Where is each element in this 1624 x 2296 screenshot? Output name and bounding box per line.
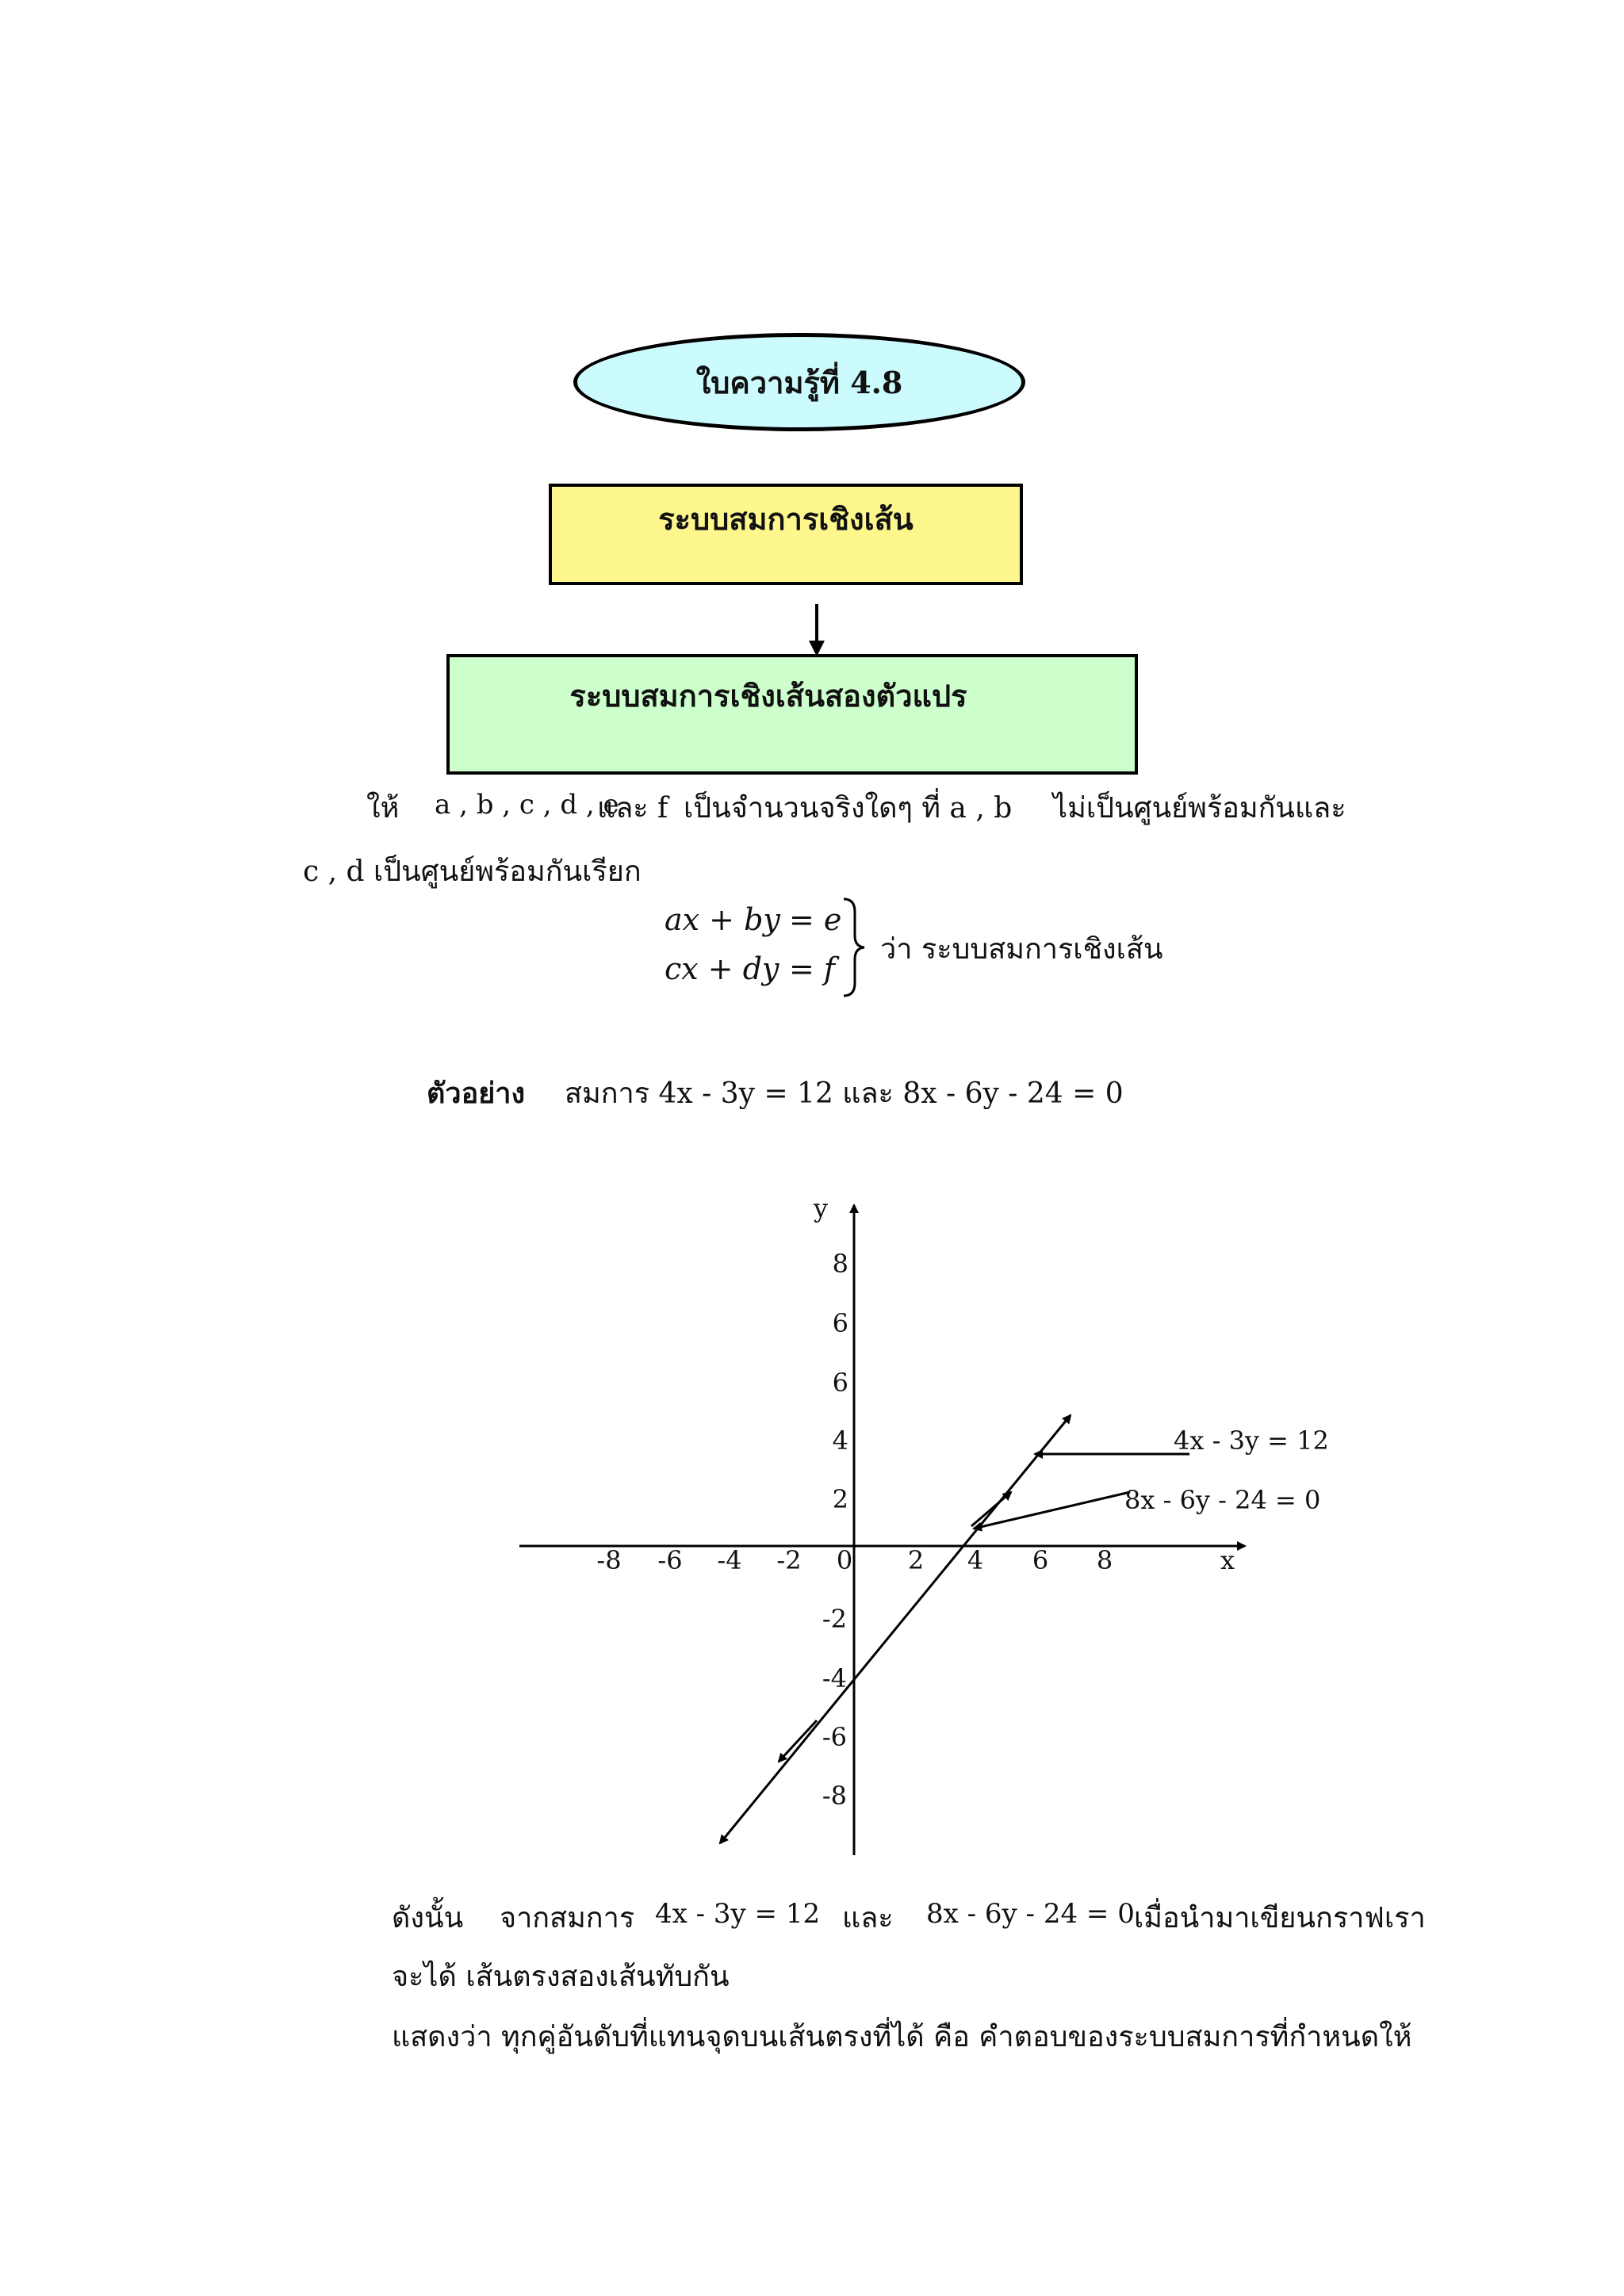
intro-condition: เป็นจำนวนจริงใดๆ ที่ a , b — [684, 792, 1013, 825]
conclusion-from: จากสมการ — [500, 1902, 635, 1934]
x-axis-label: x — [1220, 1545, 1235, 1575]
x-tick-label: 6 — [1032, 1545, 1049, 1575]
conclusion-so: ดังนั้น — [392, 1902, 464, 1934]
sheet-title: ใบความรู้ที่ 4.8 — [695, 364, 903, 400]
y-tick-label: 4 — [832, 1425, 848, 1456]
line-8x-6y-24-arrow-down — [779, 1720, 817, 1762]
y-tick-label: -4 — [822, 1663, 847, 1693]
intro-vars: a , b , c , d , e — [435, 789, 619, 821]
conclusion-tail: เมื่อนำมาเขียนกราฟเรา — [1134, 1902, 1426, 1934]
conclusion-line3: แสดงว่า ทุกคู่อันดับที่แทนจุดบนเส้นตรงที่ได้ คือ คำตอบของระบบสมการที่กำหนดให้ — [392, 2021, 1412, 2053]
x-tick-label: 4 — [967, 1545, 984, 1575]
eq1-lhs: ax + by — [665, 902, 780, 937]
conclusion-line2: จะได้ เส้นตรงสองเส้นทับกัน — [392, 1961, 730, 1993]
example-label: ตัวอย่าง — [427, 1077, 526, 1110]
subtopic-title: ระบบสมการเชิงเส้นสองตัวแปร — [569, 678, 967, 714]
y-tick-label: -2 — [822, 1604, 847, 1634]
x-tick-label: 8 — [1096, 1545, 1113, 1575]
annotation-pointer-2 — [974, 1492, 1130, 1529]
line-arrow-lower — [720, 1415, 1071, 1843]
y-tick-label: 8 — [832, 1249, 848, 1279]
intro-and: และ f — [597, 792, 668, 825]
conclusion-eq2: 8x - 6y - 24 = 0 — [926, 1898, 1135, 1930]
y-tick-label: 6 — [832, 1368, 848, 1398]
topic-title: ระบบสมการเชิงเส้น — [658, 501, 914, 537]
x-tick-label: -2 — [776, 1545, 802, 1575]
y-axis-label: y — [813, 1193, 829, 1223]
intro-line2: c , d เป็นศูนย์พร้อมกันเรียก — [303, 855, 642, 888]
intro-tail: ไม่เป็นศูนย์พร้อมกันและ — [1053, 792, 1346, 825]
y-tick-label: -6 — [822, 1722, 847, 1752]
conclusion-eq1: 4x - 3y = 12 — [655, 1898, 821, 1930]
eq2-lhs: cx + dy — [665, 951, 779, 986]
eq2-rhs: = f — [789, 951, 835, 986]
x-tick-label: -6 — [657, 1545, 683, 1575]
conclusion-and: และ — [842, 1902, 894, 1934]
annotation-eq1: 4x - 3y = 12 — [1174, 1425, 1329, 1456]
x-tick-label: 0 — [836, 1545, 853, 1575]
y-tick-label: 6 — [832, 1308, 848, 1338]
annotation-eq2: 8x - 6y - 24 = 0 — [1124, 1485, 1321, 1515]
eq1-rhs: = e — [789, 902, 842, 937]
system-label: ว่า ระบบสมการเชิงเส้น — [880, 933, 1163, 966]
y-tick-label: -8 — [822, 1781, 847, 1811]
example-text: สมการ 4x - 3y = 12 และ 8x - 6y - 24 = 0 — [565, 1077, 1124, 1110]
y-tick-label: 2 — [832, 1484, 848, 1514]
x-tick-label: -4 — [717, 1545, 742, 1575]
intro-lead: ให้ — [366, 792, 400, 825]
x-tick-label: 2 — [907, 1545, 925, 1575]
x-tick-label: -8 — [596, 1545, 622, 1575]
